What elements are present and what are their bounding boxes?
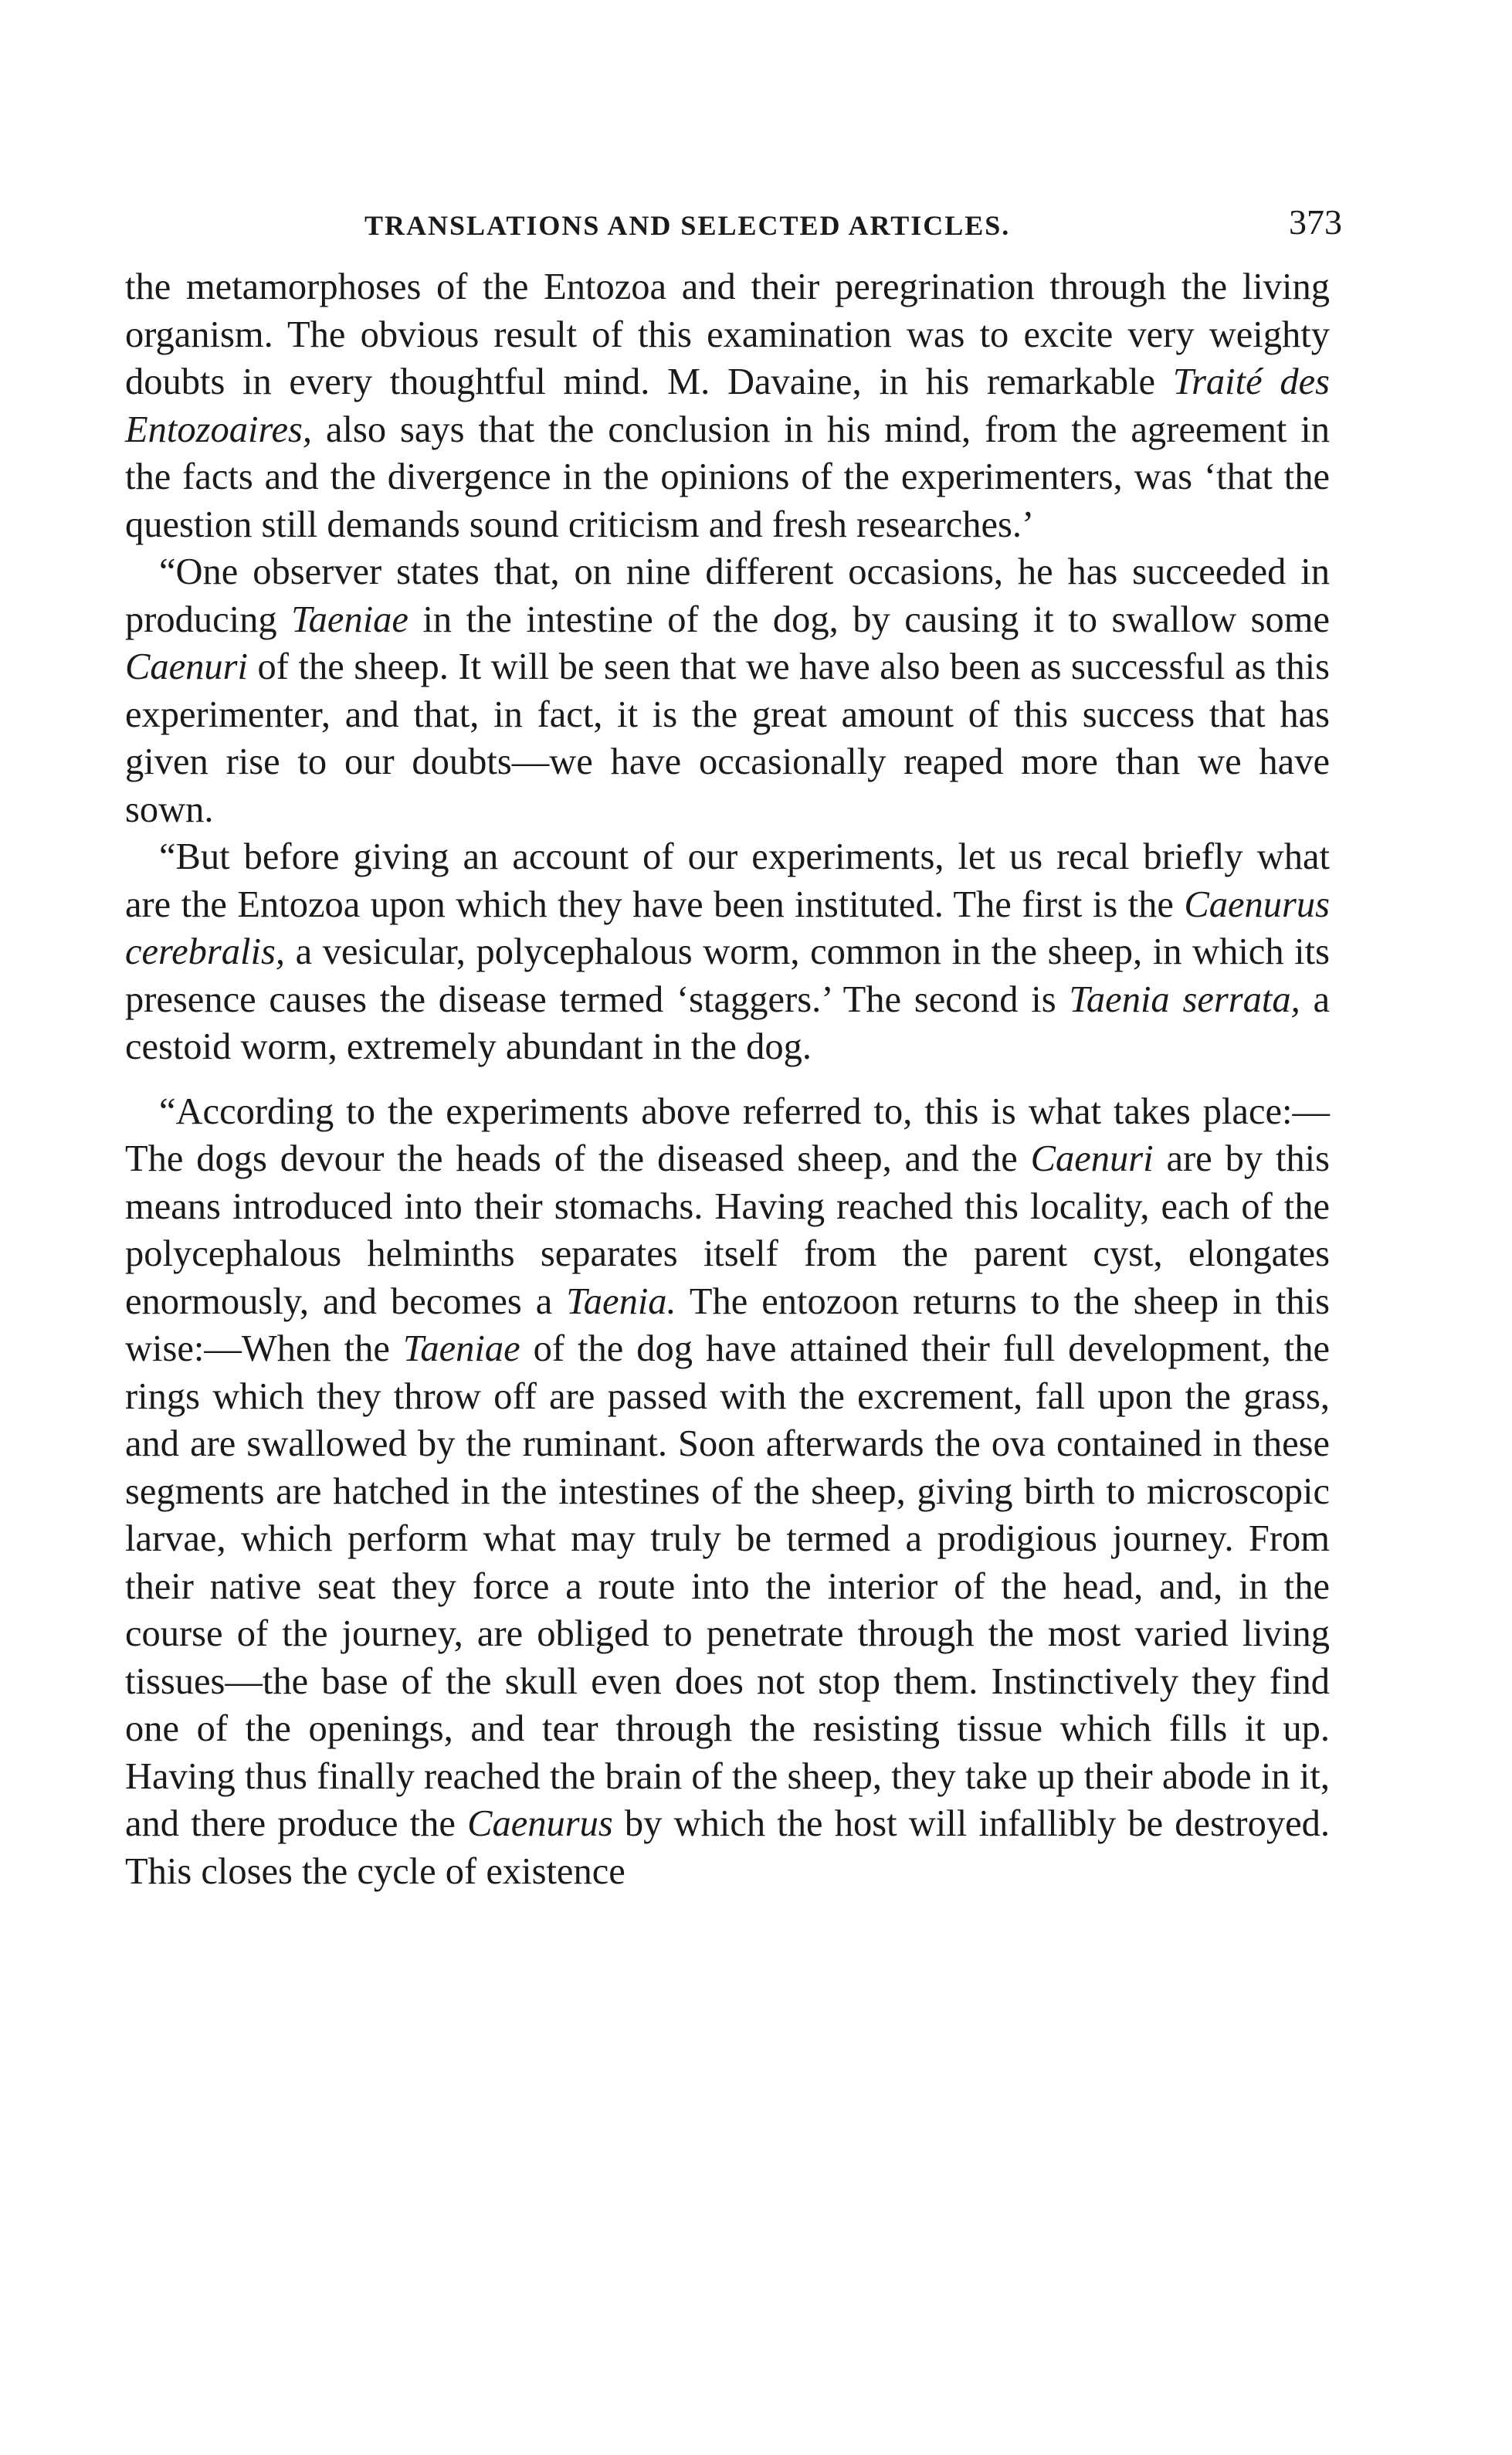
- text-run: “One observer states that, on nine different occasions, he has succeeded in producing: [125, 551, 1330, 640]
- body-text: [125, 263, 1330, 1895]
- text-run: in the intestine of the dog, by causing it to swallow some: [408, 598, 1330, 640]
- paragraph-observer: [125, 548, 1330, 833]
- text-run: by which the host will infallibly be destroyed. This closes the cycle of existence: [125, 1803, 1330, 1892]
- italic-term: Taeniae: [291, 598, 409, 640]
- italic-term: Taenia serrata,: [1069, 978, 1300, 1020]
- text-run: a vesicular, polycephalous worm, common in the sheep, in which its presence causes the disease termed ‘staggers.’ The second is: [125, 931, 1330, 1020]
- italic-title: Traité des Entozoaires,: [125, 361, 1330, 450]
- text-run: also says that the conclusion in his mind, from the agreement in the facts and the divergence in the opinions of the experimenters, was ‘that the question still demands sound criticism and fresh researches.’: [125, 409, 1330, 545]
- book-page: [125, 202, 1342, 1895]
- text-run: a cestoid worm, extremely abundant in the dog.: [125, 978, 1330, 1067]
- italic-term: Caenurus cerebralis,: [125, 883, 1330, 972]
- italic-term: Taenia.: [566, 1280, 676, 1322]
- text-run: of the dog have attained their full development, the rings which they throw off are passed with the excrement, fall upon the grass, and are swallowed by the ruminant. Soon afterwards the ova contained in these segments are hatched in the intestines of the sheep, giving birth to microscopic larvae, which perform what may truly be termed a prodigious journey. From their native seat they force a route into the interior of the head, and, in the course of the journey, are obliged to penetrate through the most varied living tissues—the base of the skull even does not stop them. Instinctively they find one of the openings, and tear through the resisting tissue which fills it up. Having thus finally reached the brain of the sheep, they take up their abode in it, and there produce the: [125, 1328, 1330, 1844]
- text-run: are by this means introduced into their stomachs. Having reached this locality, each of the polycephalous helminths separates itself from the parent cyst, elongates enormously, and becomes a: [125, 1138, 1331, 1322]
- running-head: TRANSLATIONS AND SELECTED ARTICLES.: [364, 210, 1011, 241]
- text-run: “According to the experiments above referred to, this is what takes place:—The dogs devour the heads of the diseased sheep, and the: [125, 1090, 1330, 1179]
- paragraph-entozoa: [125, 833, 1330, 1071]
- text-run: the metamorphoses of the Entozoa and their peregrination through the living organism. The obvious result of this examination was to excite very weighty doubts in every thoughtful mind. M. Davaine, in his remarkable: [125, 266, 1330, 402]
- italic-term: Caenuri: [125, 646, 248, 687]
- page-header: [125, 202, 1342, 259]
- paragraph-experiments: [125, 1088, 1330, 1896]
- italic-term: Caenurus: [467, 1803, 613, 1844]
- text-run: “But before giving an account of our experiments, let us recal briefly what are the Entozoa upon which they have been instituted. The first is the: [125, 836, 1330, 925]
- paragraph-continuation: [125, 263, 1330, 548]
- italic-term: Taeniae: [402, 1328, 520, 1369]
- text-run: The entozoon returns to the sheep in this wise:—When the: [125, 1280, 1330, 1369]
- page-number: 373: [1289, 202, 1342, 242]
- italic-term: Caenuri: [1030, 1138, 1154, 1179]
- text-run: of the sheep. It will be seen that we have also been as successful as this experimenter, and that, in fact, it is the great amount of this success that has given rise to our doubts—we have occasionally reaped more than we have sown.: [125, 646, 1330, 830]
